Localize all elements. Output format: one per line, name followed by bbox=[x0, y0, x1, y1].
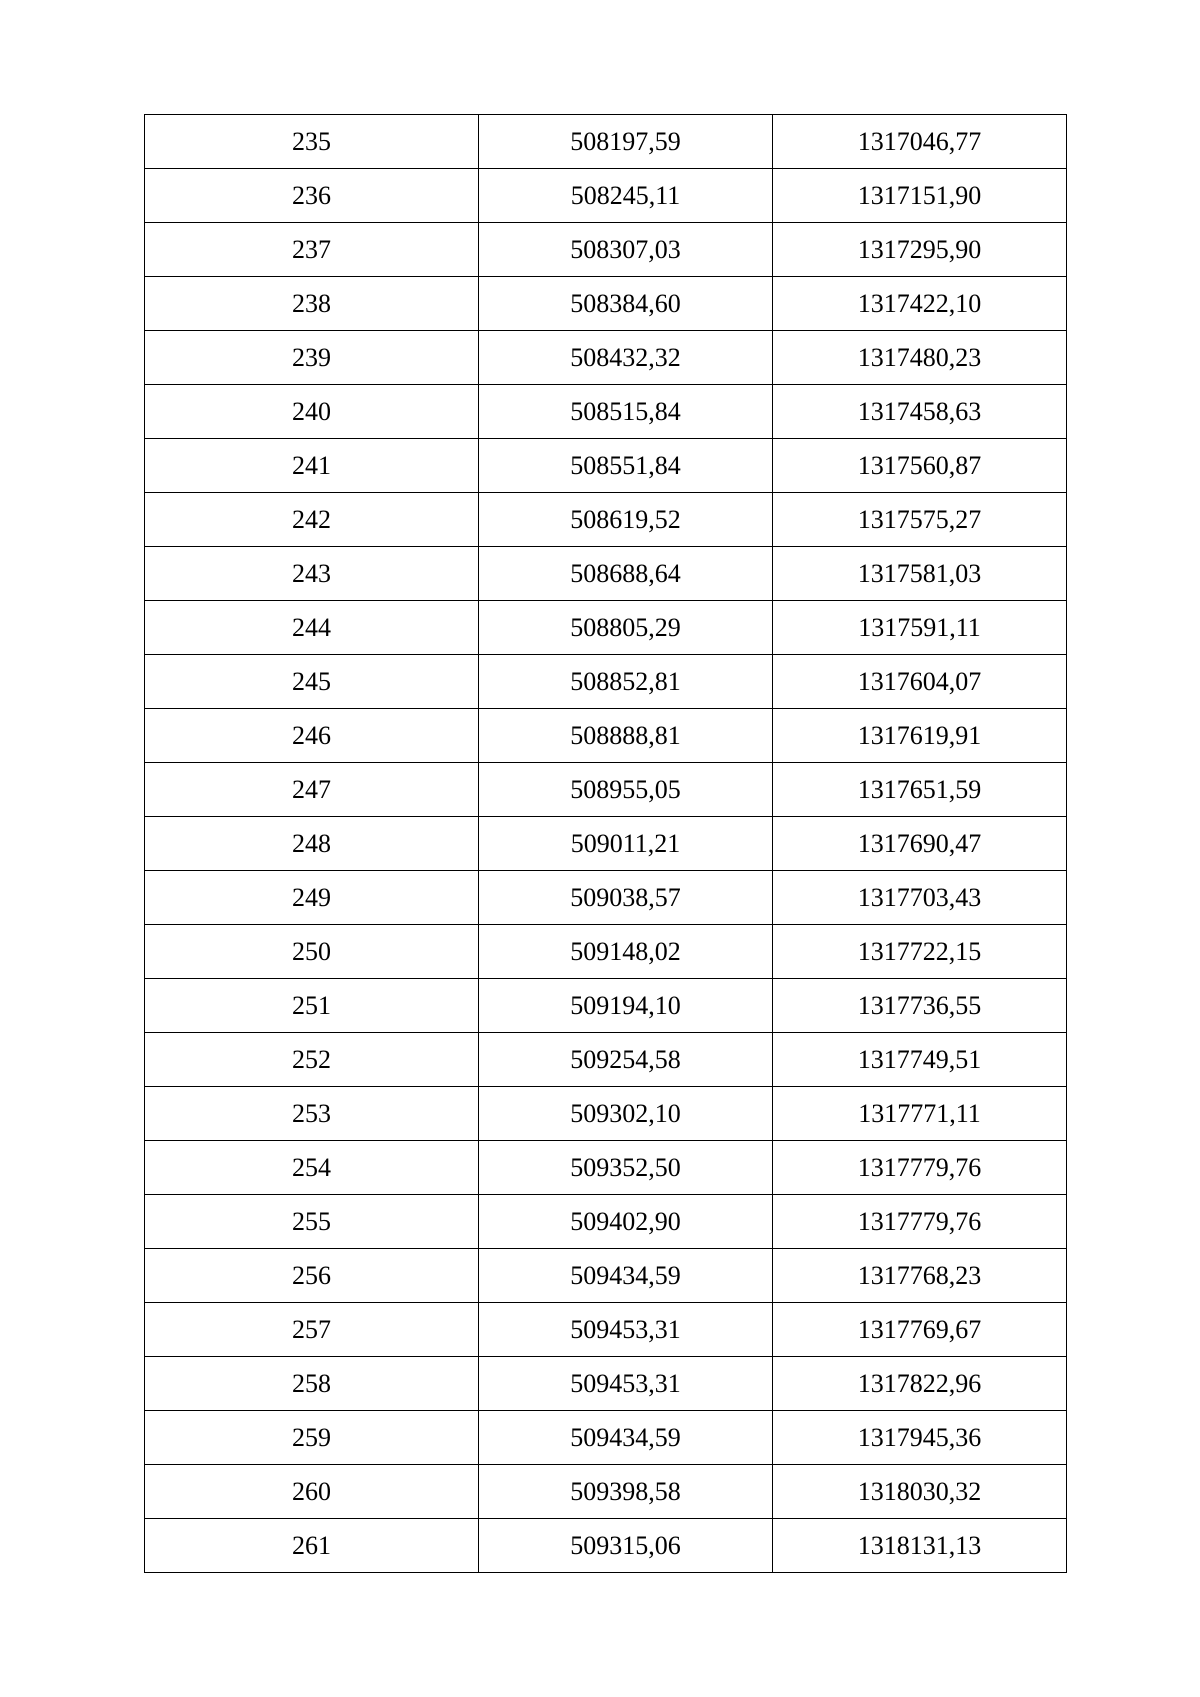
point-number-cell: 254 bbox=[145, 1141, 479, 1195]
point-number-cell: 236 bbox=[145, 169, 479, 223]
table-row bbox=[145, 439, 1067, 493]
table-row bbox=[145, 925, 1067, 979]
x-coordinate-cell: 509398,58 bbox=[479, 1465, 773, 1519]
point-number-cell: 241 bbox=[145, 439, 479, 493]
point-number-cell: 247 bbox=[145, 763, 479, 817]
x-coordinate-cell: 508197,59 bbox=[479, 115, 773, 169]
table-row bbox=[145, 115, 1067, 169]
y-coordinate-cell: 1317560,87 bbox=[773, 439, 1067, 493]
x-coordinate-cell: 509352,50 bbox=[479, 1141, 773, 1195]
y-coordinate-cell: 1317736,55 bbox=[773, 979, 1067, 1033]
x-coordinate-cell: 509315,06 bbox=[479, 1519, 773, 1573]
table-row bbox=[145, 979, 1067, 1033]
point-number-cell: 245 bbox=[145, 655, 479, 709]
point-number-cell: 249 bbox=[145, 871, 479, 925]
y-coordinate-cell: 1318131,13 bbox=[773, 1519, 1067, 1573]
y-coordinate-cell: 1317295,90 bbox=[773, 223, 1067, 277]
table-row bbox=[145, 601, 1067, 655]
point-number-cell: 246 bbox=[145, 709, 479, 763]
point-number-cell: 260 bbox=[145, 1465, 479, 1519]
table-row bbox=[145, 1411, 1067, 1465]
y-coordinate-cell: 1317722,15 bbox=[773, 925, 1067, 979]
y-coordinate-cell: 1317651,59 bbox=[773, 763, 1067, 817]
x-coordinate-cell: 509148,02 bbox=[479, 925, 773, 979]
table-row bbox=[145, 1033, 1067, 1087]
table-row bbox=[145, 223, 1067, 277]
coordinates-table bbox=[144, 114, 1067, 1573]
y-coordinate-cell: 1317703,43 bbox=[773, 871, 1067, 925]
table-row bbox=[145, 1087, 1067, 1141]
point-number-cell: 261 bbox=[145, 1519, 479, 1573]
x-coordinate-cell: 508307,03 bbox=[479, 223, 773, 277]
table-row bbox=[145, 547, 1067, 601]
y-coordinate-cell: 1317769,67 bbox=[773, 1303, 1067, 1357]
y-coordinate-cell: 1317151,90 bbox=[773, 169, 1067, 223]
table-row bbox=[145, 331, 1067, 385]
x-coordinate-cell: 509434,59 bbox=[479, 1249, 773, 1303]
table-row bbox=[145, 1249, 1067, 1303]
point-number-cell: 253 bbox=[145, 1087, 479, 1141]
point-number-cell: 239 bbox=[145, 331, 479, 385]
point-number-cell: 244 bbox=[145, 601, 479, 655]
y-coordinate-cell: 1317945,36 bbox=[773, 1411, 1067, 1465]
table-row bbox=[145, 1303, 1067, 1357]
table-row bbox=[145, 655, 1067, 709]
table-row bbox=[145, 1465, 1067, 1519]
y-coordinate-cell: 1317575,27 bbox=[773, 493, 1067, 547]
point-number-cell: 240 bbox=[145, 385, 479, 439]
x-coordinate-cell: 508619,52 bbox=[479, 493, 773, 547]
y-coordinate-cell: 1317591,11 bbox=[773, 601, 1067, 655]
point-number-cell: 242 bbox=[145, 493, 479, 547]
x-coordinate-cell: 509302,10 bbox=[479, 1087, 773, 1141]
y-coordinate-cell: 1317749,51 bbox=[773, 1033, 1067, 1087]
point-number-cell: 252 bbox=[145, 1033, 479, 1087]
point-number-cell: 235 bbox=[145, 115, 479, 169]
y-coordinate-cell: 1317619,91 bbox=[773, 709, 1067, 763]
y-coordinate-cell: 1317768,23 bbox=[773, 1249, 1067, 1303]
table-row bbox=[145, 817, 1067, 871]
point-number-cell: 257 bbox=[145, 1303, 479, 1357]
table-row bbox=[145, 1141, 1067, 1195]
x-coordinate-cell: 509453,31 bbox=[479, 1357, 773, 1411]
x-coordinate-cell: 508551,84 bbox=[479, 439, 773, 493]
y-coordinate-cell: 1317458,63 bbox=[773, 385, 1067, 439]
table-row bbox=[145, 385, 1067, 439]
x-coordinate-cell: 509453,31 bbox=[479, 1303, 773, 1357]
point-number-cell: 259 bbox=[145, 1411, 479, 1465]
point-number-cell: 256 bbox=[145, 1249, 479, 1303]
y-coordinate-cell: 1317779,76 bbox=[773, 1195, 1067, 1249]
point-number-cell: 243 bbox=[145, 547, 479, 601]
x-coordinate-cell: 508888,81 bbox=[479, 709, 773, 763]
x-coordinate-cell: 508245,11 bbox=[479, 169, 773, 223]
y-coordinate-cell: 1317422,10 bbox=[773, 277, 1067, 331]
point-number-cell: 251 bbox=[145, 979, 479, 1033]
table-row bbox=[145, 277, 1067, 331]
x-coordinate-cell: 508384,60 bbox=[479, 277, 773, 331]
x-coordinate-cell: 509402,90 bbox=[479, 1195, 773, 1249]
y-coordinate-cell: 1317604,07 bbox=[773, 655, 1067, 709]
x-coordinate-cell: 509011,21 bbox=[479, 817, 773, 871]
table-row bbox=[145, 169, 1067, 223]
table-row bbox=[145, 1519, 1067, 1573]
x-coordinate-cell: 508515,84 bbox=[479, 385, 773, 439]
y-coordinate-cell: 1317581,03 bbox=[773, 547, 1067, 601]
x-coordinate-cell: 509194,10 bbox=[479, 979, 773, 1033]
table-row bbox=[145, 871, 1067, 925]
x-coordinate-cell: 509038,57 bbox=[479, 871, 773, 925]
x-coordinate-cell: 509254,58 bbox=[479, 1033, 773, 1087]
y-coordinate-cell: 1317046,77 bbox=[773, 115, 1067, 169]
y-coordinate-cell: 1317822,96 bbox=[773, 1357, 1067, 1411]
x-coordinate-cell: 508955,05 bbox=[479, 763, 773, 817]
y-coordinate-cell: 1318030,32 bbox=[773, 1465, 1067, 1519]
table-row bbox=[145, 763, 1067, 817]
point-number-cell: 248 bbox=[145, 817, 479, 871]
table-row bbox=[145, 1357, 1067, 1411]
y-coordinate-cell: 1317480,23 bbox=[773, 331, 1067, 385]
point-number-cell: 250 bbox=[145, 925, 479, 979]
x-coordinate-cell: 508432,32 bbox=[479, 331, 773, 385]
y-coordinate-cell: 1317779,76 bbox=[773, 1141, 1067, 1195]
x-coordinate-cell: 508805,29 bbox=[479, 601, 773, 655]
y-coordinate-cell: 1317771,11 bbox=[773, 1087, 1067, 1141]
x-coordinate-cell: 509434,59 bbox=[479, 1411, 773, 1465]
x-coordinate-cell: 508688,64 bbox=[479, 547, 773, 601]
table-row bbox=[145, 709, 1067, 763]
y-coordinate-cell: 1317690,47 bbox=[773, 817, 1067, 871]
point-number-cell: 258 bbox=[145, 1357, 479, 1411]
table-row bbox=[145, 493, 1067, 547]
point-number-cell: 238 bbox=[145, 277, 479, 331]
table-row bbox=[145, 1195, 1067, 1249]
x-coordinate-cell: 508852,81 bbox=[479, 655, 773, 709]
point-number-cell: 255 bbox=[145, 1195, 479, 1249]
coordinates-table-body bbox=[145, 115, 1067, 1573]
point-number-cell: 237 bbox=[145, 223, 479, 277]
